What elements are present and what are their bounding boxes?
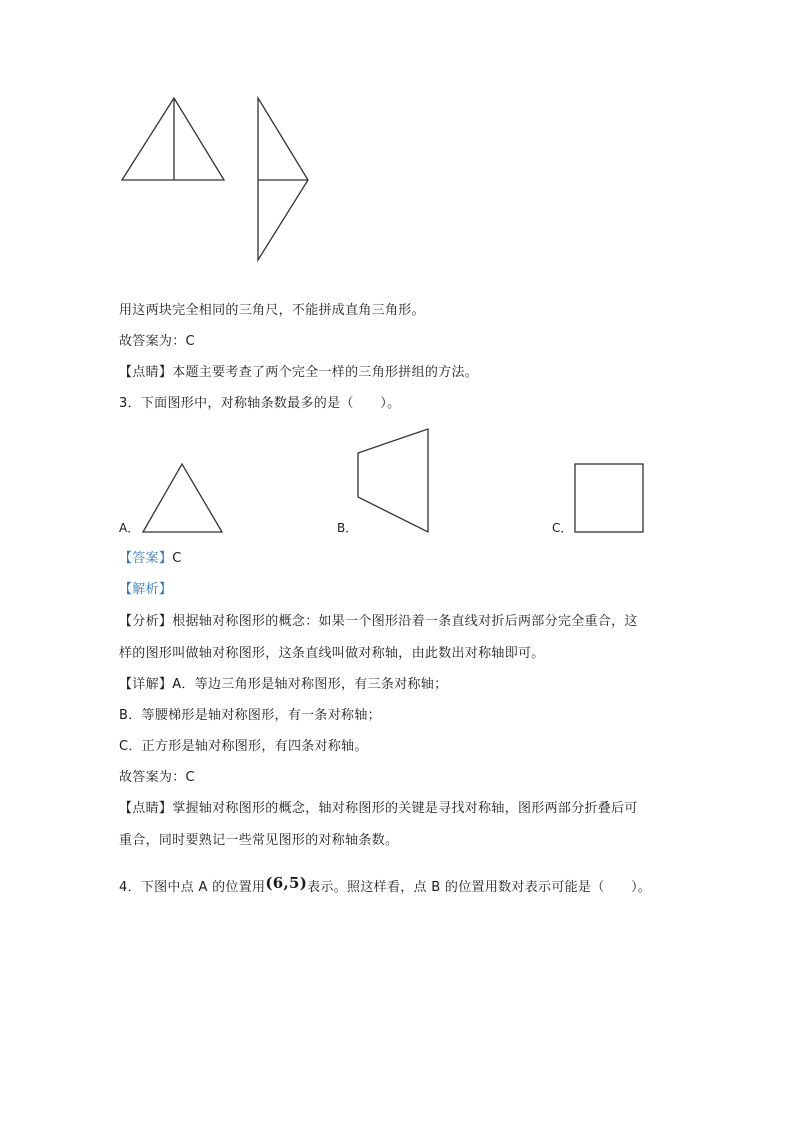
q3-dianjing-line-2: 重合，同时要熟记一些常见图形的对称轴条数。 bbox=[119, 833, 399, 848]
figure-conclusion: 用这两块完全相同的三角尺，不能拼成直角三角形。 bbox=[119, 303, 425, 318]
xiangjie-line-a bbox=[119, 676, 447, 694]
q4-stem bbox=[119, 874, 651, 897]
option-c-label: C． bbox=[552, 521, 573, 535]
jiexi-tag: 【解析】 bbox=[119, 582, 173, 597]
fenxi-line-2: 样的图形叫做轴对称图形，这条直线叫做对称轴，由此数出对称轴即可。 bbox=[119, 646, 545, 661]
xiangjie-line-c: C．正方形是轴对称图形，有四条对称轴。 bbox=[119, 739, 368, 754]
option-a-label: A． bbox=[119, 521, 140, 535]
q4-stem-before: 4．下图中点 A 的位置用 bbox=[119, 880, 266, 895]
q2-answer-line: 故答案为：C bbox=[119, 334, 195, 349]
option-a-triangle bbox=[140, 460, 226, 536]
fenxi-tag: 【分析】 bbox=[119, 614, 173, 629]
fenxi-line-1 bbox=[119, 613, 638, 631]
triangle-pair-right bbox=[258, 98, 308, 260]
q3-dianjing-text-1: 掌握轴对称图形的概念，轴对称图形的关键是寻找对称轴，图形两部分折叠后可 bbox=[172, 801, 638, 816]
xiangjie-line-b: B．等腰梯形是轴对称图形，有一条对称轴； bbox=[119, 708, 381, 723]
xiangjie-a: A．等边三角形是轴对称图形，有三条对称轴； bbox=[172, 677, 448, 692]
option-b-label: B． bbox=[337, 521, 358, 535]
answer-tag: 【答案】 bbox=[119, 551, 173, 566]
q3-answer-line: 故答案为：C bbox=[119, 770, 195, 785]
answer-value: C bbox=[172, 551, 182, 566]
fenxi-text-1: 根据轴对称图形的概念：如果一个图形沿着一条直线对折后两部分完全重合，这 bbox=[172, 614, 638, 629]
q3-stem: 3．下面图形中，对称轴条数最多的是（ ）。 bbox=[119, 396, 401, 411]
xiangjie-tag: 【详解】 bbox=[119, 677, 173, 692]
q3-dianjing-line-1 bbox=[119, 800, 638, 818]
q3-answer bbox=[119, 550, 182, 568]
set-squares-figure bbox=[110, 90, 320, 270]
q4-coordinate-pair: (6,5) bbox=[265, 874, 308, 892]
option-c-square bbox=[573, 462, 645, 534]
dianjing-text: 本题主要考查了两个完全一样的三角形拼组的方法。 bbox=[172, 365, 479, 380]
triangle-pair-left bbox=[122, 98, 224, 180]
dianjing-tag: 【点睛】 bbox=[119, 365, 173, 380]
q4-stem-after: 表示。照这样看，点 B 的位置用数对表示可能是（ ）。 bbox=[307, 880, 652, 895]
option-b-trapezoid bbox=[354, 426, 434, 536]
q2-dianjing bbox=[119, 364, 478, 382]
q3-dianjing-tag: 【点睛】 bbox=[119, 801, 173, 816]
